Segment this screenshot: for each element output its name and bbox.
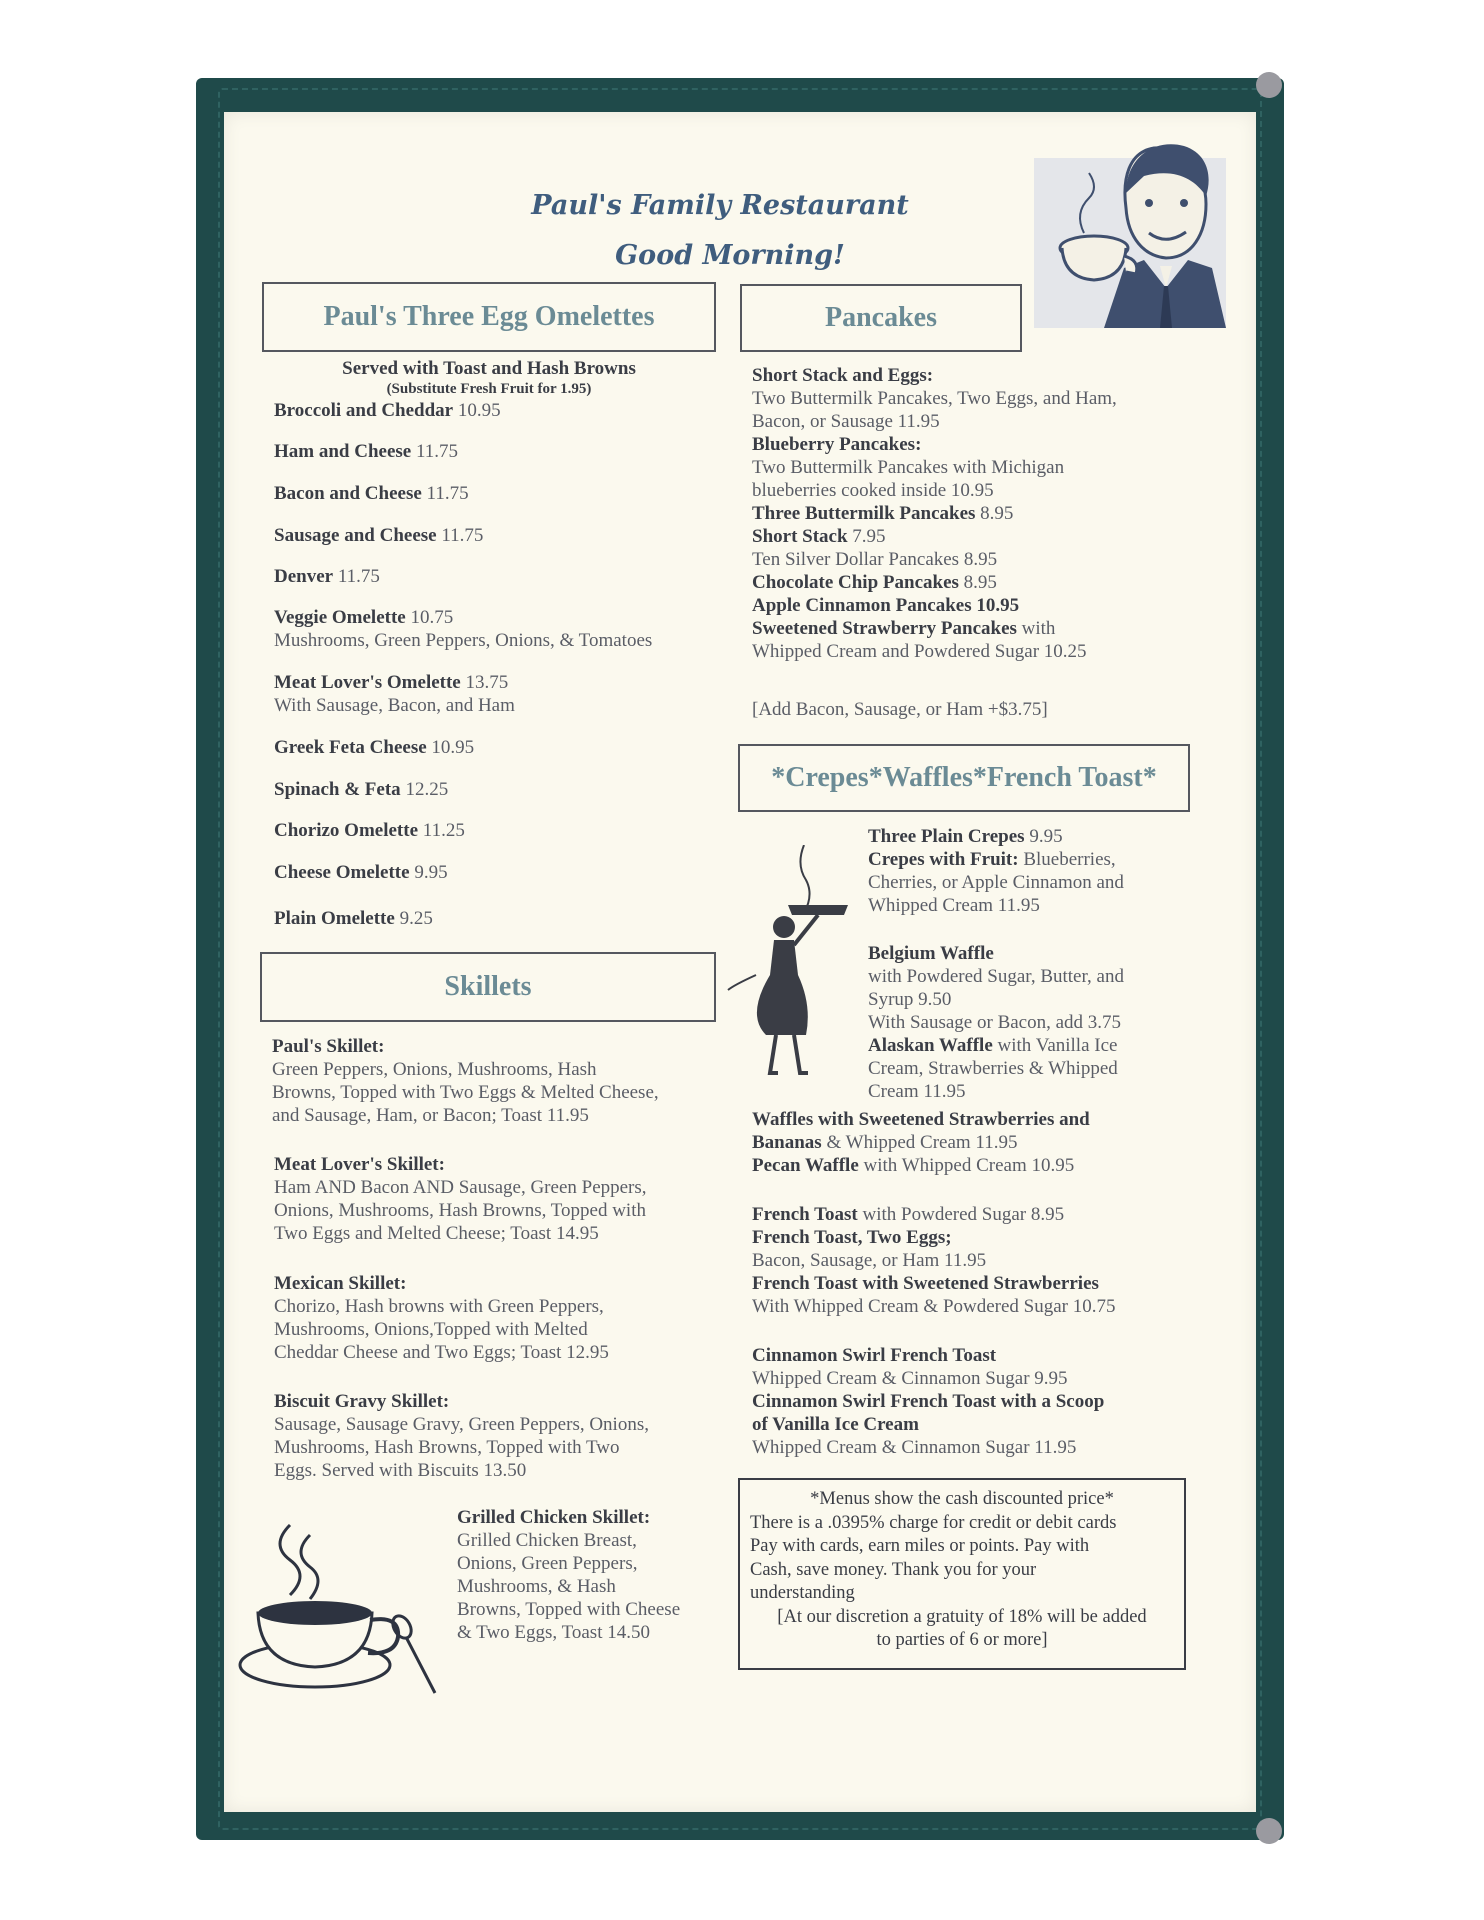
notice-line: understanding <box>750 1583 855 1603</box>
notice-line: to parties of 6 or more] <box>876 1630 1048 1650</box>
list-item: Broccoli and Cheddar 10.95 <box>274 400 501 421</box>
list-item: Plain Omelette 9.25 <box>274 908 433 929</box>
pancakes-add-on: [Add Bacon, Sausage, or Ham +$3.75] <box>752 699 1048 720</box>
list-item: Ham and Cheese 11.75 <box>274 441 459 462</box>
list-item: Bacon and Cheese 11.75 <box>274 483 469 504</box>
pancakes-heading <box>740 284 1022 352</box>
list-item: Meat Lover's Omelette 13.75 With Sausage, Bacon, and Ham <box>274 672 515 716</box>
list-item: Meat Lover's Skillet: Ham AND Bacon AND Sausage, Green Peppers, Onions, Mushrooms, Hash Browns, Topped with Two Eggs and Melted Cheese; Toast 14.95 <box>274 1154 647 1244</box>
list-item: Sausage and Cheese 11.75 <box>274 525 484 546</box>
list-item: Mexican Skillet: Chorizo, Hash browns with Green Peppers, Mushrooms, Onions,Topped with Melted Cheddar Cheese and Two Eggs; Toast 12.95 <box>274 1273 609 1363</box>
list-item: Cheese Omelette 9.95 <box>274 862 448 883</box>
list-item: Chorizo Omelette 11.25 <box>274 820 465 841</box>
crepes-title: *Crepes*Waffles*French Toast* <box>771 762 1157 793</box>
omelettes-served-with: Served with Toast and Hash Browns <box>342 358 636 379</box>
list-item: Spinach & Feta 12.25 <box>274 779 449 800</box>
notice-line: [At our discretion a gratuity of 18% will be added <box>777 1606 1147 1627</box>
crepes-heading <box>738 744 1190 812</box>
payment-notice <box>738 1478 1186 1670</box>
notice-line: *Menus show the cash discounted price* <box>810 1489 1114 1509</box>
cinnamon-toast-list: Cinnamon Swirl French Toast Whipped Cream & Cinnamon Sugar 9.95 Cinnamon Swirl French Toast with a Scoop of Vanilla Ice Cream Whipped Cream & Cinnamon Sugar 11.95 <box>752 1345 1105 1458</box>
notice-line: Cash, save money. Thank you for your <box>750 1559 1037 1580</box>
omelettes-heading <box>262 282 716 352</box>
skillets-heading <box>260 952 716 1022</box>
man-with-coffee-illustration <box>1034 138 1226 328</box>
omelettes-substitute-note: (Substitute Fresh Fruit for 1.95) <box>386 381 592 397</box>
waffles-list: Belgium Waffle with Powdered Sugar, Butter, and Syrup 9.50 With Sausage or Bacon, add 3.75 Alaskan Waffle with Vanilla Ice Cream, Strawberries & Whipped Cream 11.95 <box>868 943 1124 1102</box>
coffee-cup-illustration <box>230 1515 440 1705</box>
list-item: Paul's Skillet: Green Peppers, Onions, Mushrooms, Hash Browns, Topped with Two Eggs & Melted Cheese, and Sausage, Ham, or Bacon; Toast 11.95 <box>272 1036 659 1126</box>
waitress-illustration <box>726 845 856 1085</box>
pancakes-list: Short Stack and Eggs: Two Buttermilk Pancakes, Two Eggs, and Ham, Bacon, or Sausage 11.95 Blueberry Pancakes: Two Buttermilk Pancakes with Michigan blueberries cooked inside 10.95 Three Buttermilk Pancakes 8.95 Short Stack 7.95 Ten Silver Dollar Pancakes 8.95 Chocolate Chip Pancakes 8.95 Apple Cinnamon Pancakes 10.95 Sweetened Strawberry Pancakes with Whipped Cream and Powdered Sugar 10.25 <box>752 365 1117 662</box>
list-item: Veggie Omelette 10.75 Mushrooms, Green Peppers, Onions, & Tomatoes <box>274 607 653 651</box>
skillets-title: Skillets <box>444 971 532 1002</box>
list-item: Grilled Chicken Skillet: Grilled Chicken Breast, Onions, Green Peppers, Mushrooms, & Hash Browns, Topped with Cheese & Two Eggs, Toast 14.50 <box>457 1507 681 1643</box>
list-item: Denver 11.75 <box>274 566 380 587</box>
corner-rivet <box>1256 1818 1282 1844</box>
waffles-french-toast-list: Waffles with Sweetened Strawberries and Bananas & Whipped Cream 11.95 Pecan Waffle with Whipped Cream 10.95 <box>752 1109 1090 1176</box>
pancakes-title: Pancakes <box>825 302 937 333</box>
notice-line: There is a .0395% charge for credit or debit cards <box>750 1512 1117 1533</box>
crepes-list: Three Plain Crepes 9.95 Crepes with Fruit: Blueberries, Cherries, or Apple Cinnamon and Whipped Cream 11.95 <box>868 826 1124 916</box>
list-item: Greek Feta Cheese 10.95 <box>274 737 475 758</box>
greeting: Good Morning! <box>615 240 845 271</box>
list-item: Biscuit Gravy Skillet: Sausage, Sausage Gravy, Green Peppers, Onions, Mushrooms, Hash Browns, Topped with Two Eggs. Served with Biscuits 13.50 <box>274 1391 649 1481</box>
omelettes-title: Paul's Three Egg Omelettes <box>323 301 655 332</box>
notice-line: Pay with cards, earn miles or points. Pay with <box>750 1536 1090 1556</box>
restaurant-name: Paul's Family Restaurant <box>531 190 909 221</box>
corner-rivet <box>1256 72 1282 98</box>
french-toast-list: French Toast with Powdered Sugar 8.95 French Toast, Two Eggs; Bacon, Sausage, or Ham 11.95 French Toast with Sweetened Strawberries With Whipped Cream & Powdered Sugar 10.75 <box>752 1204 1116 1317</box>
